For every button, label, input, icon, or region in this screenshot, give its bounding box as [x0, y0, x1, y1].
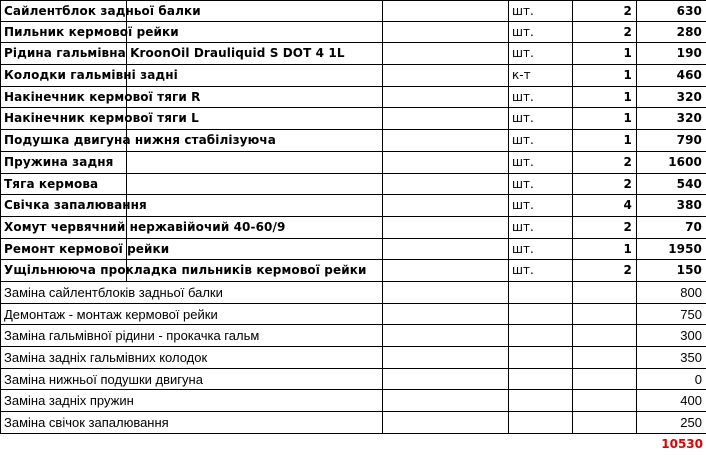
part-name-cell[interactable]: Ремонт кермової рейки: [0, 239, 127, 261]
service-name-cell[interactable]: Заміна задніх пружин: [0, 390, 383, 412]
empty-cell[interactable]: [127, 195, 383, 217]
part-price-cell[interactable]: 460: [637, 65, 706, 87]
part-qty-cell[interactable]: 1: [573, 108, 637, 130]
empty-cell: [127, 434, 191, 455]
total-sum-cell: 10530: [661, 436, 703, 451]
empty-cell[interactable]: [383, 347, 509, 369]
empty-cell[interactable]: [127, 22, 383, 44]
part-price-cell[interactable]: 630: [637, 0, 706, 22]
empty-cell[interactable]: [573, 347, 637, 369]
empty-cell[interactable]: [383, 239, 509, 261]
part-name-cell[interactable]: Тяга кермова: [0, 174, 127, 196]
empty-cell[interactable]: [127, 239, 383, 261]
empty-cell[interactable]: [127, 108, 383, 130]
service-price-cell[interactable]: 750: [637, 304, 706, 326]
part-qty-cell[interactable]: 2: [573, 260, 637, 282]
part-name-cell[interactable]: Рідина гальмівна KroonOil Drauliquid S DOT 4 1L: [0, 43, 127, 65]
part-unit-cell[interactable]: шт.: [509, 260, 573, 282]
empty-cell[interactable]: [127, 260, 383, 282]
empty-cell[interactable]: [127, 152, 383, 174]
empty-cell[interactable]: [509, 325, 573, 347]
part-price-cell[interactable]: 380: [637, 195, 706, 217]
part-name-cell[interactable]: Свічка запалювання: [0, 195, 127, 217]
service-price-cell[interactable]: 400: [637, 390, 706, 412]
service-price-cell[interactable]: 350: [637, 347, 706, 369]
empty-cell[interactable]: [509, 369, 573, 391]
part-price-cell[interactable]: 280: [637, 22, 706, 44]
part-unit-cell[interactable]: шт.: [509, 0, 573, 22]
empty-cell[interactable]: [383, 369, 509, 391]
part-unit-cell[interactable]: шт.: [509, 87, 573, 109]
empty-cell[interactable]: [127, 43, 383, 65]
empty-cell[interactable]: [383, 174, 509, 196]
empty-cell[interactable]: [509, 390, 573, 412]
part-name-cell[interactable]: Ущільнююча прокладка пильників кермової рейки: [0, 260, 127, 282]
part-qty-cell[interactable]: 1: [573, 87, 637, 109]
empty-cell[interactable]: [127, 65, 383, 87]
empty-cell[interactable]: [127, 130, 383, 152]
empty-cell[interactable]: [127, 0, 383, 22]
empty-cell[interactable]: [383, 108, 509, 130]
empty-cell[interactable]: [383, 43, 509, 65]
part-price-cell[interactable]: 540: [637, 174, 706, 196]
empty-cell[interactable]: [573, 412, 637, 434]
empty-cell: [573, 434, 637, 455]
empty-cell[interactable]: [383, 282, 509, 304]
empty-cell[interactable]: [383, 304, 509, 326]
empty-cell[interactable]: [383, 0, 509, 22]
empty-cell[interactable]: [127, 174, 383, 196]
empty-cell: [319, 434, 383, 455]
part-qty-cell[interactable]: 1: [573, 130, 637, 152]
part-price-cell[interactable]: 320: [637, 108, 706, 130]
part-qty-cell[interactable]: 2: [573, 0, 637, 22]
part-name-cell[interactable]: Хомут червячний нержавійочий 40-60/9: [0, 217, 127, 239]
empty-cell[interactable]: [573, 282, 637, 304]
empty-cell[interactable]: [127, 87, 383, 109]
empty-cell[interactable]: [383, 412, 509, 434]
empty-cell[interactable]: [127, 217, 383, 239]
service-name-cell[interactable]: Заміна гальмівної рідини - прокачка гальм: [0, 325, 383, 347]
part-unit-cell[interactable]: шт.: [509, 239, 573, 261]
part-name-cell[interactable]: Накінечник кермової тяги R: [0, 87, 127, 109]
empty-cell[interactable]: [383, 217, 509, 239]
part-name-cell[interactable]: Колодки гальмівні задні: [0, 65, 127, 87]
part-qty-cell[interactable]: 2: [573, 152, 637, 174]
empty-cell: [383, 434, 509, 455]
service-name-cell[interactable]: Демонтаж - монтаж кермової рейки: [0, 304, 383, 326]
part-price-cell[interactable]: 1600: [637, 152, 706, 174]
service-name-cell[interactable]: Заміна свічок запалювання: [0, 412, 383, 434]
empty-cell[interactable]: [383, 325, 509, 347]
part-unit-cell[interactable]: шт.: [509, 130, 573, 152]
service-name-cell[interactable]: Заміна задніх гальмівних колодок: [0, 347, 383, 369]
empty-cell[interactable]: [383, 390, 509, 412]
part-name-cell[interactable]: Подушка двигуна нижня стабілізуюча: [0, 130, 127, 152]
empty-cell[interactable]: [573, 304, 637, 326]
empty-cell: [255, 434, 319, 455]
empty-cell[interactable]: [383, 87, 509, 109]
part-name-cell[interactable]: Пружина задня: [0, 152, 127, 174]
empty-cell[interactable]: [509, 304, 573, 326]
part-price-cell[interactable]: 150: [637, 260, 706, 282]
part-unit-cell[interactable]: шт.: [509, 108, 573, 130]
service-name-cell[interactable]: Заміна сайлентблоків задньої балки: [0, 282, 383, 304]
empty-cell[interactable]: [383, 22, 509, 44]
part-unit-cell[interactable]: шт.: [509, 152, 573, 174]
service-price-cell[interactable]: 300: [637, 325, 706, 347]
service-price-cell[interactable]: 800: [637, 282, 706, 304]
empty-cell[interactable]: [573, 369, 637, 391]
part-unit-cell[interactable]: к-т: [509, 65, 573, 87]
part-qty-cell[interactable]: 1: [573, 65, 637, 87]
part-price-cell[interactable]: 790: [637, 130, 706, 152]
part-price-cell[interactable]: 70: [637, 217, 706, 239]
service-name-cell[interactable]: Заміна нижньої подушки двигуна: [0, 369, 383, 391]
service-price-cell[interactable]: 0: [637, 369, 706, 391]
part-qty-cell[interactable]: 1: [573, 43, 637, 65]
part-name-cell[interactable]: Сайлентблок задньої балки: [0, 0, 127, 22]
part-name-cell[interactable]: Пильник кермової рейки: [0, 22, 127, 44]
part-qty-cell[interactable]: 2: [573, 174, 637, 196]
part-qty-cell[interactable]: 4: [573, 195, 637, 217]
empty-cell[interactable]: [383, 65, 509, 87]
part-unit-cell[interactable]: шт.: [509, 195, 573, 217]
part-price-cell[interactable]: 1950: [637, 239, 706, 261]
empty-cell[interactable]: [509, 412, 573, 434]
empty-cell: [509, 434, 573, 455]
part-unit-cell[interactable]: шт.: [509, 43, 573, 65]
empty-cell[interactable]: [573, 390, 637, 412]
part-qty-cell[interactable]: 2: [573, 22, 637, 44]
empty-cell: [0, 434, 127, 455]
part-price-cell[interactable]: 320: [637, 87, 706, 109]
part-unit-cell[interactable]: шт.: [509, 22, 573, 44]
part-name-cell[interactable]: Накінечник кермової тяги L: [0, 108, 127, 130]
service-price-cell[interactable]: 250: [637, 412, 706, 434]
empty-cell[interactable]: [383, 130, 509, 152]
empty-cell[interactable]: [383, 195, 509, 217]
part-unit-cell[interactable]: шт.: [509, 217, 573, 239]
part-price-cell[interactable]: 190: [637, 43, 706, 65]
part-qty-cell[interactable]: 2: [573, 217, 637, 239]
empty-cell[interactable]: [573, 325, 637, 347]
empty-cell[interactable]: [509, 347, 573, 369]
part-unit-cell[interactable]: шт.: [509, 174, 573, 196]
empty-cell[interactable]: [383, 260, 509, 282]
empty-cell[interactable]: [509, 282, 573, 304]
part-qty-cell[interactable]: 1: [573, 239, 637, 261]
empty-cell[interactable]: [383, 152, 509, 174]
empty-cell: [191, 434, 255, 455]
